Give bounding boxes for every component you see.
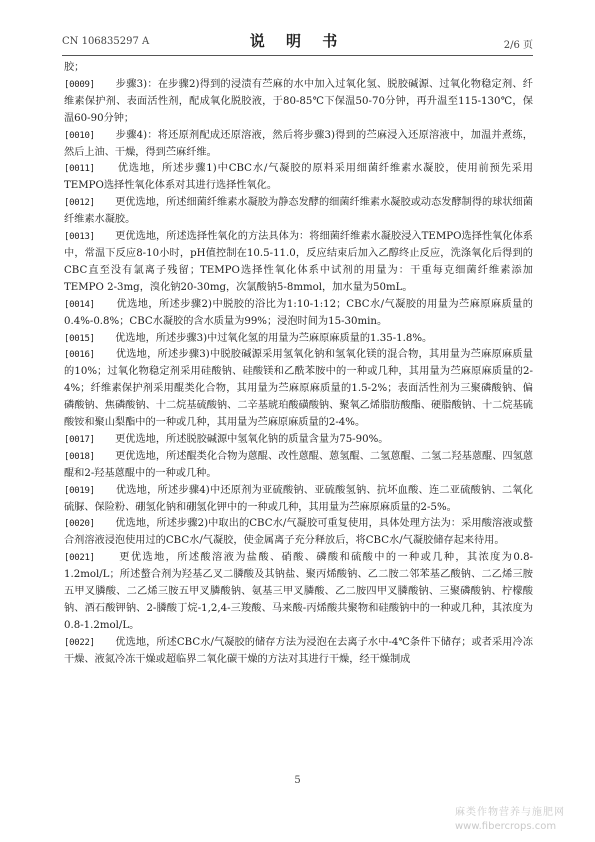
paragraph-number: [0011] xyxy=(64,164,95,175)
paragraph-text: 更优选地，所述酸溶液为盐酸、硝酸、磷酸和硫酸中的一种或几种，其浓度为0.8-1.2mol/L；所述螯合剂为羟基乙叉二膦酸及其钠盐、聚丙烯酸钠、乙二胺二邻苯基乙酸钠、二乙烯三胺五甲叉膦酸、二乙烯三胺五甲叉膦酸钠、氨基三甲叉膦酸、乙二胺四甲叉膦酸钠、三聚磷酸钠、柠檬酸钠、酒石酸钾钠、2-膦酸丁烷-1,2,4-三羧酸、马来酸-丙烯酸共聚物和硅酸钠中的一种或几种，其浓度为0.8-1.2mol/L。 xyxy=(64,552,533,631)
paragraph-text: 步骤4)：将还原剂配成还原溶液，然后将步骤3)得到的苎麻浸入还原溶液中，加温并煮练，然后上油、干燥，得到苎麻纤维。 xyxy=(64,129,533,158)
paragraph-0010 xyxy=(64,128,533,162)
paragraph-0009 xyxy=(64,77,533,128)
header-divider xyxy=(62,55,533,56)
paragraph-number: [0021] xyxy=(64,553,95,564)
paragraph-0011 xyxy=(64,161,533,195)
paragraph-number: [0019] xyxy=(64,485,95,496)
page-number: 5 xyxy=(294,775,301,786)
paragraph-text: 优选地，所述步骤2)中取出的CBC水/气凝胶可重复使用，具体处理方法为：采用酸溶液或螯合剂溶液浸泡使用过的CBC水/气凝胶，使金属离子充分释放后，将CBC水/气凝胶储存起来待用。 xyxy=(64,518,533,547)
paragraph-number: [0018] xyxy=(64,451,95,462)
site-watermark xyxy=(455,806,565,834)
paragraph-number: [0022] xyxy=(64,637,95,648)
paragraph-number: [0009] xyxy=(64,79,95,90)
paragraph-text: 更优选地，所述细菌纤维素水凝胶为静态发酵的细菌纤维素水凝胶或动态发酵制得的球状细菌纤维素水凝胶。 xyxy=(64,197,533,226)
page-reference: 2/6 页 xyxy=(503,40,533,51)
watermark-url: www.fibercrops.com xyxy=(455,821,557,832)
page-header xyxy=(62,28,533,50)
paragraph-text: 更优选地，所述醌类化合物为蒽醌、改性蒽醌、蒽氢醌、二氢蒽醌、二氢二羟基蒽醌、四氢蒽醌和2-羟基蒽醌中的一种或几种。 xyxy=(64,450,533,479)
paragraph-0020 xyxy=(64,516,533,550)
paragraph-number: [0013] xyxy=(64,232,95,243)
paragraph-0018 xyxy=(64,449,533,483)
paragraph-number: [0020] xyxy=(64,519,95,530)
paragraph-number: [0010] xyxy=(64,130,95,141)
paragraph-0022 xyxy=(64,635,533,669)
paragraph-number: [0015] xyxy=(64,333,95,344)
paragraph-0012 xyxy=(64,195,533,229)
document-title: 说 明 书 xyxy=(249,32,346,50)
paragraph-text: 优选地，所述步骤3)中过氧化氢的用量为苎麻原麻质量的1.35-1.8%。 xyxy=(94,332,433,344)
paragraph-text: 优选地，所述CBC水/气凝胶的储存方法为浸泡在去离子水中-4℃条件下储存；或者采用冷冻干燥、液氮冷冻干燥或超临界二氧化碳干燥的方法对其进行干燥，经干燥制成 xyxy=(64,636,533,665)
paragraph-0015 xyxy=(64,331,533,348)
paragraph-text: 更优选地，所述脱胶碱源中氢氧化钠的质量含量为75-90%。 xyxy=(94,433,389,445)
paragraph-0014 xyxy=(64,297,533,331)
paragraph-number: [0016] xyxy=(64,350,95,361)
paragraph-0019 xyxy=(64,483,533,517)
paragraph-text: 优选地，所述步骤2)中脱胶的浴比为1:10-1:12；CBC水/气凝胶的用量为苎麻原麻质量的0.4%-0.8%；CBC水凝胶的含水质量为99%；浸泡时间为15-30min。 xyxy=(64,298,533,327)
paragraph-continuation: 胶； xyxy=(64,62,85,73)
paragraph-text: 步骤3)：在步骤2)得到的浸渍有苎麻的水中加入过氧化氢、脱胶碱源、过氧化物稳定剂、纤维素保护剂、表面活性剂，配成氧化脱胶液，于80-85℃下保温50-70分钟，再升温至115-130℃，保温60-90分钟； xyxy=(64,78,533,124)
watermark-site-name: 麻类作物营养与施肥网 xyxy=(455,807,565,818)
paragraph-text: 优选地，所述步骤4)中还原剂为亚硫酸钠、亚硫酸氢钠、抗坏血酸、连二亚硫酸钠、二氧化硫脲、保险粉、硼氢化钠和硼氢化钾中的一种或几种，其用量为苎麻原麻质量的2-5%。 xyxy=(64,484,533,513)
paragraph-text: 更优选地，所述选择性氧化的方法具体为：将细菌纤维素水凝胶浸入TEMPO选择性氧化体系中，常温下反应8-10小时，pH值控制在10.5-11.0，反应结束后加入乙醇终止反应，洗涤氧化后得到的CBC直至没有氯离子残留；TEMPO选择性氧化体系中试剂的用量为：干重每克细菌纤维素添加TEMPO 2-3mg，溴化钠20-30mg，次氯酸钠5-8mmol，加水量为50mL。 xyxy=(64,231,533,293)
paragraph-number: [0017] xyxy=(64,434,95,445)
paragraph-0021 xyxy=(64,550,533,635)
paragraph-number: [0014] xyxy=(64,299,95,310)
paragraph-0013 xyxy=(64,229,533,297)
paragraph-text: 优选地，所述步骤3)中脱胶碱源采用氢氧化钠和氢氧化镁的混合物，其用量为苎麻原麻质量的10%；过氧化物稳定剂采用硅酸钠、硅酸镁和乙酰苯胺中的一种或几种，其用量为苎麻原麻质量的2-4%；纤维素保护剂采用醌类化合物，其用量为苎麻原麻质量的1.5-2%；表面活性剂为三聚磷酸钠、偏磷酸钠、焦磷酸钠、十二烷基硫酸钠、二辛基琥珀酸磺酸钠、聚氧乙烯脂肪酸酯、硬脂酸钠、十二烷基硫酸铵和聚山梨酯中的一种或几种，其用量为苎麻原麻质量的2-4%。 xyxy=(64,349,533,429)
document-body xyxy=(64,60,533,669)
patent-number: CN 106835297 A xyxy=(62,36,150,47)
paragraph-number: [0012] xyxy=(64,198,95,209)
paragraph-0017 xyxy=(64,432,533,449)
paragraph-0016 xyxy=(64,347,533,432)
paragraph-text: 优选地，所述步骤1)中CBC水/气凝胶的原料采用细菌纤维素水凝胶，使用前预先采用TEMPO选择性氧化体系对其进行选择性氧化。 xyxy=(64,163,533,192)
